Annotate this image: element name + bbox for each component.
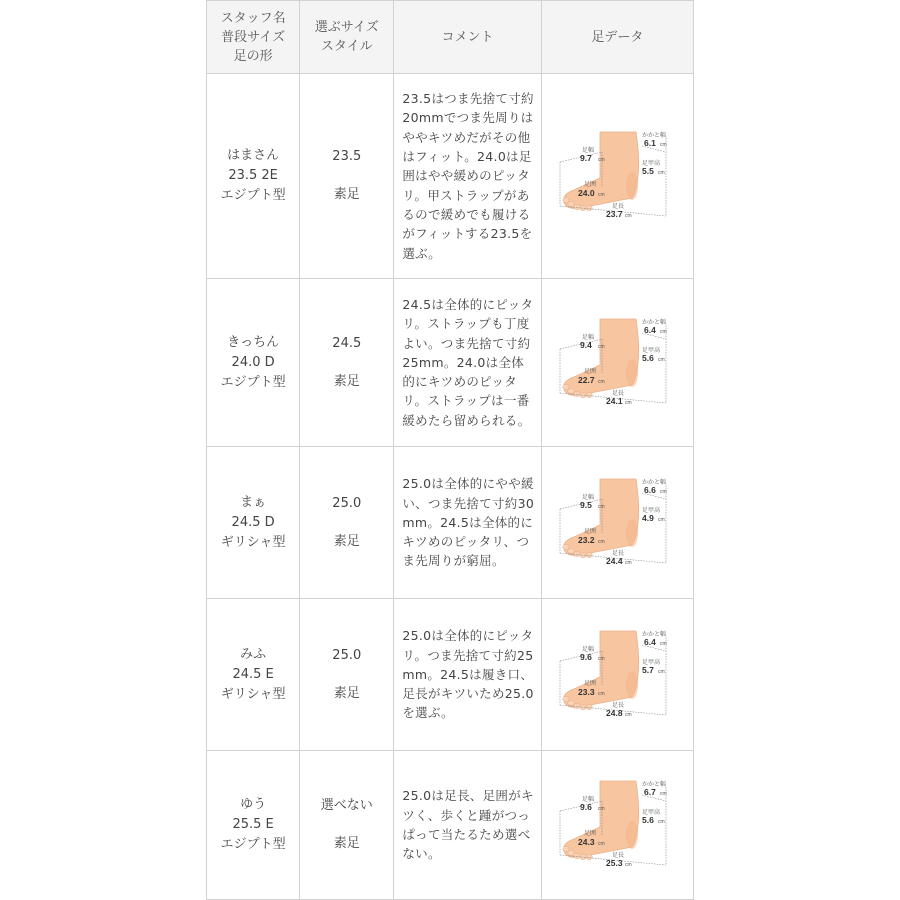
foot-length-unit: cm (625, 399, 632, 406)
heel-shading (626, 519, 638, 547)
staff-name: ゆう (240, 797, 267, 812)
usual-size: 23.5 2E (228, 168, 278, 183)
foot-shape: エジプト型 (220, 837, 286, 852)
instep-height-value: 5.6 (642, 815, 655, 825)
heel-shading (626, 172, 638, 200)
style: 素足 (333, 836, 360, 851)
instep-height-label: 足甲高 (642, 810, 661, 816)
toe-shape (574, 204, 580, 209)
staff-cell (207, 599, 300, 751)
usual-size: 24.5 D (231, 514, 275, 530)
instep-height-unit: cm (658, 819, 665, 825)
foot-width-value: 9.4 (580, 339, 593, 350)
comment-cell: 23.5はつま先捨て寸約20mmでつま先周りはややキツめだがその他はフィット。24.0は足囲はやや緩めのピッタリ。甲ストラップがあるので緩めでも履けるがフィットする23.5を選ぶ。 (394, 74, 541, 279)
heel-width-label: かかと幅 (642, 133, 667, 139)
toe-shape (568, 388, 574, 393)
foot-data-cell (541, 599, 693, 751)
foot-measurement-illustration (558, 777, 676, 873)
staff-cell (207, 74, 300, 279)
toe-shape (574, 853, 580, 858)
foot-girth-label: 足囲 (584, 182, 597, 188)
header-staff-line: スタッフ名 (220, 10, 286, 26)
toe-shape (563, 544, 569, 549)
instep-height-unit: cm (658, 668, 665, 675)
foot-length-unit: cm (625, 213, 632, 219)
heel-width-unit: cm (660, 640, 667, 647)
foot-girth-unit: cm (598, 538, 605, 545)
toe-shape (568, 548, 574, 553)
staff-cell (207, 447, 300, 599)
heel-width-label: かかと幅 (642, 631, 667, 638)
foot-width-label: 足幅 (582, 797, 595, 803)
toe-shape (568, 850, 574, 855)
heel-width-value: 6.4 (644, 324, 657, 335)
header-size (300, 1, 394, 74)
chosen-size: 25.0 (332, 495, 362, 511)
foot-length-value: 24.1 (606, 395, 623, 406)
table-row (207, 279, 694, 447)
heel-shading (626, 359, 638, 387)
table-row (207, 599, 694, 751)
usual-size: 25.5 E (232, 817, 274, 832)
foot-width-label: 足幅 (582, 646, 595, 653)
size-cell (300, 74, 394, 279)
heel-width-value: 6.6 (644, 484, 657, 495)
staff-cell (207, 279, 300, 447)
foot-length-unit: cm (625, 711, 632, 718)
toe-shape (586, 854, 592, 859)
foot-width-unit: cm (598, 655, 605, 662)
foot-girth-value: 23.3 (578, 686, 595, 697)
heel-width-unit: cm (660, 142, 667, 148)
heel-width-unit: cm (660, 791, 667, 797)
foot-girth-value: 23.2 (578, 534, 595, 545)
foot-width-unit: cm (598, 157, 605, 163)
header-foot-label: 足データ (591, 29, 644, 45)
staff-name: みふ (240, 646, 267, 662)
style: 素足 (333, 685, 360, 701)
foot-data-cell (541, 279, 693, 447)
table-row (207, 751, 694, 900)
foot-measurement-illustration (558, 475, 676, 571)
header-staff (207, 1, 300, 74)
foot-data-cell (541, 74, 693, 279)
usual-size: 24.5 E (232, 666, 274, 682)
foot-girth-unit: cm (598, 378, 605, 385)
foot-shape: ギリシャ型 (220, 686, 286, 702)
instep-height-value: 5.7 (642, 664, 655, 675)
foot-width-value: 9.6 (580, 651, 593, 662)
foot-width-label: 足幅 (582, 148, 595, 154)
foot-measurement-illustration (558, 128, 676, 224)
foot-data-cell (541, 447, 693, 599)
header-staff-line: 足の形 (233, 48, 273, 64)
instep-height-unit: cm (658, 170, 665, 176)
foot-girth-label: 足囲 (584, 680, 597, 687)
toe-shape (586, 704, 592, 709)
comment-cell: 24.5は全体的にピッタリ。ストラップも丁度よい。つま先捨て寸約25mm。24.0は全体的にキツめのピッタリ。ストラップは一番緩めたら留められる。 (394, 279, 541, 447)
heel-width-value: 6.7 (644, 787, 657, 797)
heel-width-unit: cm (660, 328, 667, 335)
staff-name: はまさん (227, 148, 280, 163)
foot-girth-value: 24.0 (578, 188, 595, 198)
instep-height-value: 5.5 (642, 166, 655, 176)
toe-shape (563, 696, 569, 701)
instep-height-value: 5.6 (642, 352, 655, 363)
staff-size-table (206, 0, 694, 900)
table-row (207, 74, 694, 279)
foot-measurement-illustration (558, 315, 676, 411)
header-size-line: スタイル (320, 39, 373, 54)
heel-width-value: 6.1 (644, 138, 657, 148)
foot-length-value: 24.4 (606, 555, 623, 566)
heel-shading (626, 671, 638, 699)
toe-shape (563, 197, 569, 202)
foot-shape: エジプト型 (220, 188, 286, 203)
foot-length-unit: cm (625, 559, 632, 566)
size-cell (300, 279, 394, 447)
chosen-size: 25.0 (332, 647, 362, 663)
chosen-size: 24.5 (332, 335, 362, 351)
instep-height-unit: cm (658, 516, 665, 523)
staff-name: きっちん (227, 334, 280, 350)
header-comment (394, 1, 541, 74)
foot-girth-unit: cm (598, 841, 605, 847)
instep-height-label: 足甲高 (642, 507, 661, 514)
toe-shape (586, 552, 592, 557)
foot-length-value: 24.8 (606, 707, 623, 718)
foot-girth-value: 22.7 (578, 374, 595, 385)
instep-height-label: 足甲高 (642, 347, 661, 354)
header-comment-label: コメント (441, 29, 494, 45)
staff-cell (207, 751, 300, 900)
foot-length-value: 23.7 (606, 209, 623, 219)
toe-shape (586, 205, 592, 210)
foot-girth-unit: cm (598, 192, 605, 198)
foot-width-value: 9.7 (580, 153, 593, 163)
header-size-line: 選ぶサイズ (314, 20, 379, 35)
table-header-row (207, 1, 694, 74)
instep-height-unit: cm (658, 356, 665, 363)
foot-measurement-illustration (558, 627, 676, 723)
toe-shape (586, 392, 592, 397)
size-cell (300, 599, 394, 751)
style: 素足 (333, 373, 360, 389)
heel-width-unit: cm (660, 488, 667, 495)
comment-cell: 25.0は全体的にピッタリ。つま先捨て寸約25mm。24.5は履き口、足長がキツいため25.0を選ぶ。 (394, 599, 541, 751)
table-row (207, 447, 694, 599)
heel-shading (626, 821, 638, 849)
style: 素足 (333, 187, 360, 202)
comment-cell: 25.0は足長、足囲がキツく、歩くと踵がつっぱって当たるため選べない。 (394, 751, 541, 900)
foot-width-unit: cm (598, 806, 605, 812)
instep-height-label: 足甲高 (642, 161, 661, 167)
foot-length-label: 足長 (612, 390, 625, 397)
foot-length-label: 足長 (612, 204, 625, 210)
foot-width-unit: cm (598, 343, 605, 350)
toe-shape (563, 384, 569, 389)
toe-shape (563, 846, 569, 851)
foot-width-value: 9.6 (580, 802, 593, 812)
foot-shape: ギリシャ型 (220, 534, 286, 550)
size-cell (300, 751, 394, 900)
foot-length-label: 足長 (612, 702, 625, 709)
toe-shape (574, 551, 580, 556)
foot-girth-value: 24.3 (578, 837, 595, 847)
staff-name: まぁ (240, 494, 267, 510)
foot-width-label: 足幅 (582, 334, 595, 341)
foot-length-label: 足長 (612, 853, 625, 859)
foot-width-value: 9.5 (580, 499, 593, 510)
usual-size: 24.0 D (231, 354, 275, 370)
toe-shape (574, 391, 580, 396)
foot-length-value: 25.3 (606, 858, 623, 868)
chosen-size: 23.5 (332, 149, 362, 164)
style: 素足 (333, 533, 360, 549)
header-foot-data (541, 1, 693, 74)
foot-shape: エジプト型 (220, 374, 286, 390)
foot-length-unit: cm (625, 862, 632, 868)
foot-width-unit: cm (598, 503, 605, 510)
foot-girth-label: 足囲 (584, 368, 597, 375)
foot-girth-label: 足囲 (584, 831, 597, 837)
foot-girth-unit: cm (598, 690, 605, 697)
heel-width-label: かかと幅 (642, 479, 667, 486)
foot-width-label: 足幅 (582, 494, 595, 501)
heel-width-label: かかと幅 (642, 319, 667, 326)
instep-height-value: 4.9 (642, 512, 655, 523)
foot-length-label: 足長 (612, 550, 625, 557)
toe-shape (568, 201, 574, 206)
toe-shape (568, 700, 574, 705)
toe-shape (574, 703, 580, 708)
header-staff-line: 普段サイズ (221, 29, 286, 45)
foot-girth-label: 足囲 (584, 528, 597, 535)
heel-width-value: 6.4 (644, 636, 657, 647)
heel-width-label: かかと幅 (642, 782, 667, 788)
instep-height-label: 足甲高 (642, 659, 661, 666)
chosen-size: 選べない (320, 798, 373, 813)
comment-cell: 25.0は全体的にやや緩い、つま先捨て寸約30mm。24.5は全体的にキツめのピッタリ、つま先周りが窮屈。 (394, 447, 541, 599)
size-cell (300, 447, 394, 599)
foot-data-cell (541, 751, 693, 900)
